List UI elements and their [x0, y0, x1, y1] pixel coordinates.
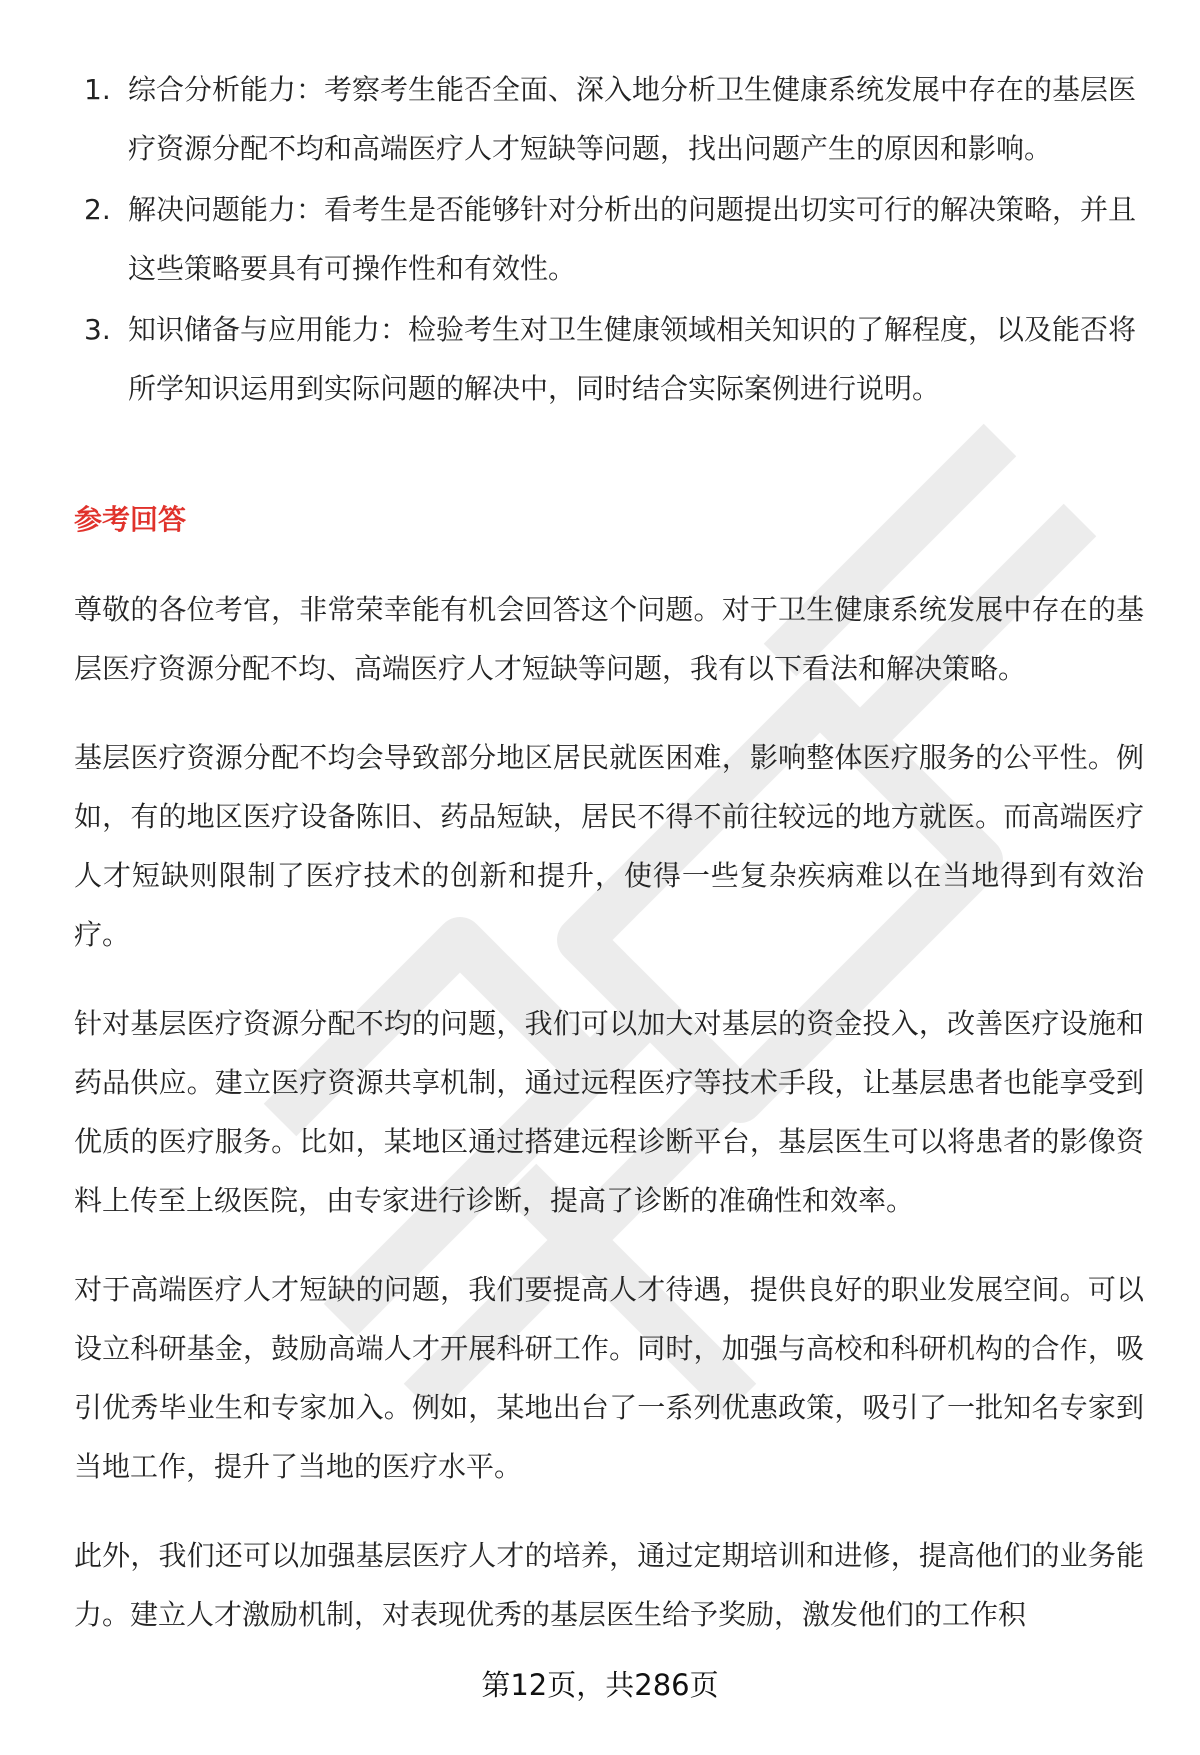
criteria-text: 综合分析能力：考察考生能否全面、深入地分析卫生健康系统发展中存在的基层医疗资源分配不均和高端医疗人才短缺等问题，找出问题产生的原因和影响。 — [128, 73, 1137, 165]
criteria-number: 1. — [84, 73, 111, 106]
criteria-item — [84, 300, 1144, 418]
criteria-text: 解决问题能力：看考生是否能够针对分析出的问题提出切实可行的解决策略，并且这些策略要具有可操作性和有效性。 — [128, 193, 1137, 285]
criteria-text: 知识储备与应用能力：检验考生对卫生健康领域相关知识的了解程度，以及能否将所学知识运用到实际问题的解决中，同时结合实际案例进行说明。 — [128, 313, 1137, 405]
answer-paragraph: 尊敬的各位考官，非常荣幸能有机会回答这个问题。对于卫生健康系统发展中存在的基层医疗资源分配不均、高端医疗人才短缺等问题，我有以下看法和解决策略。 — [74, 593, 1144, 685]
answer-paragraph: 针对基层医疗资源分配不均的问题，我们可以加大对基层的资金投入，改善医疗设施和药品供应。建立医疗资源共享机制，通过远程医疗等技术手段，让基层患者也能享受到优质的医疗服务。比如，某地区通过搭建远程诊断平台，基层医生可以将患者的影像资料上传至上级医院，由专家进行诊断，提高了诊断的准确性和效率。 — [74, 1007, 1144, 1217]
page-number-footer: 第12页，共286页 — [481, 1668, 719, 1702]
answer-paragraph: 对于高端医疗人才短缺的问题，我们要提高人才待遇，提供良好的职业发展空间。可以设立科研基金，鼓励高端人才开展科研工作。同时，加强与高校和科研机构的合作，吸引优秀毕业生和专家加入。例如，某地出台了一系列优惠政策，吸引了一批知名专家到当地工作，提升了当地的医疗水平。 — [74, 1273, 1144, 1483]
section-heading-reference-answer: 参考回答 — [74, 503, 187, 536]
criteria-number: 2. — [84, 193, 111, 226]
reference-answer-body — [74, 580, 1144, 1674]
evaluation-criteria-list — [84, 60, 1144, 420]
answer-paragraph: 基层医疗资源分配不均会导致部分地区居民就医困难，影响整体医疗服务的公平性。例如，有的地区医疗设备陈旧、药品短缺，居民不得不前往较远的地方就医。而高端医疗人才短缺则限制了医疗技术的创新和提升，使得一些复杂疾病难以在当地得到有效治疗。 — [74, 741, 1144, 951]
criteria-item — [84, 60, 1144, 178]
answer-paragraph: 此外，我们还可以加强基层医疗人才的培养，通过定期培训和进修，提高他们的业务能力。建立人才激励机制，对表现优秀的基层医生给予奖励，激发他们的工作积 — [74, 1539, 1144, 1631]
criteria-number: 3. — [84, 313, 111, 346]
criteria-item — [84, 180, 1144, 298]
